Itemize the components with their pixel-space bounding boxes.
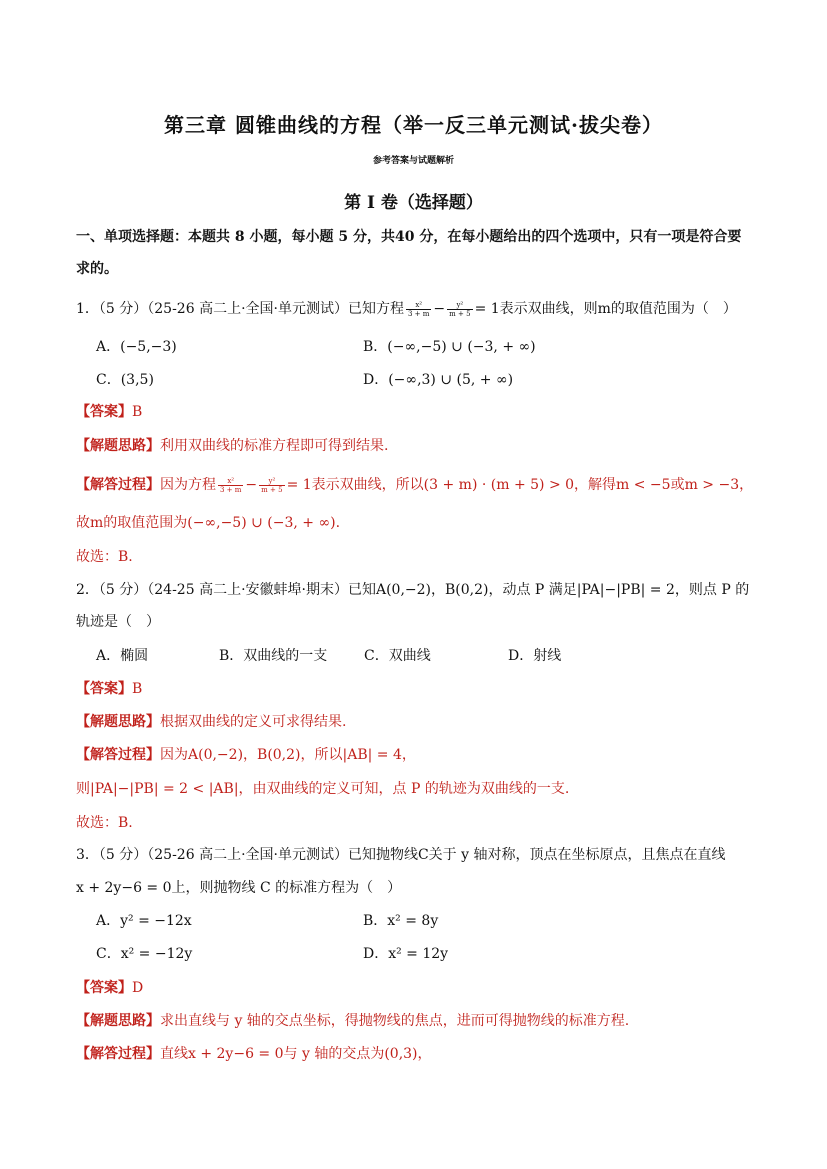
q1-answer [76,403,142,421]
q2-idea [76,713,346,731]
q2-answer [76,680,142,698]
q1-process1-b: = 1表示双曲线，所以(3 + m) · (m + 5) > 0，解得m < −5或m > −3， [286,477,754,493]
q1-process-fraction-x [218,477,243,494]
q1-process-fraction-y [259,477,284,494]
q1-pminus: − [245,477,258,493]
q2-process-tag: 【解答过程】 [76,747,160,763]
section-instruction-line1: 一、单项选择题：本题共 8 小题，每小题 5 分，共40 分，在每小题给出的四个选项中，只有一项是符合要 [76,229,742,245]
q2-option-d[interactable]: D．射线 [508,648,562,664]
q1-frac1-num: x² [406,301,431,310]
page-title: 第三章 圆锥曲线的方程（举一反三单元测试·拔尖卷） [164,113,663,137]
q2-idea-tag: 【解题思路】 [76,714,160,730]
q1-process-tag: 【解答过程】 [76,477,160,493]
q1-stem-suffix: = 1表示双曲线，则m的取值范围为（ ） [474,301,737,317]
q2-process-line1 [76,746,416,764]
q1-pfrac2-den: m + 5 [261,485,283,494]
q2-process-line2: 则|PA|−|PB| = 2 < |AB|，由双曲线的定义可知，点 P 的轨迹为双曲线的一支. [76,781,570,797]
q1-minus: − [433,301,446,317]
q1-frac1-den: 3 + m [407,309,430,318]
q1-answer-value: B [132,404,143,420]
q2-stem-line1: 2．（5 分）（24-25 高二上·安徽蚌埠·期末）已知A(0,−2)，B(0,2)，动点 P 满足|PA|−|PB| = 2，则点 P 的 [76,582,750,598]
q2-process1-text: 因为A(0,−2)，B(0,2)，所以|AB| = 4， [160,747,416,763]
q2-answer-value: B [132,681,143,697]
q1-process1-a: 因为方程 [160,477,216,493]
q1-stem-prefix: 1．（5 分）（25-26 高二上·全国·单元测试）已知方程 [76,301,404,317]
q3-stem-line2: x + 2y−6 = 0上，则抛物线 C 的标准方程为（ ） [76,880,402,896]
q1-option-c[interactable]: C．(3,5) [96,372,154,388]
q2-stem-line2: 轨迹是（ ） [76,614,160,630]
q2-answer-tag: 【答案】 [76,681,132,697]
q1-answer-tag: 【答案】 [76,404,132,420]
q2-choose: 故选：B. [76,815,133,831]
q1-stem [76,300,737,318]
q1-idea [76,437,388,455]
q2-option-c[interactable]: C．双曲线 [364,648,431,664]
q3-option-d[interactable]: D．x² = 12y [363,946,449,962]
q3-answer-tag: 【答案】 [76,980,132,996]
q3-stem-line1: 3．（5 分）（25-26 高二上·全国·单元测试）已知抛物线C关于 y 轴对称，顶点在坐标原点，且焦点在直线 [76,847,726,863]
volume-heading: 第 I 卷（选择题） [344,193,483,213]
q3-idea-tag: 【解题思路】 [76,1013,160,1029]
q3-option-c[interactable]: C．x² = −12y [96,946,193,962]
q1-fraction-y [447,301,472,318]
q1-fraction-x [406,301,431,318]
q1-process-line2: 故m的取值范围为(−∞,−5) ∪ (−3, + ∞). [76,515,341,531]
q2-option-b[interactable]: B．双曲线的一支 [219,648,328,664]
q1-process-line1 [76,476,753,494]
q2-option-a[interactable]: A．椭圆 [96,648,149,664]
section-instruction-line2: 求的。 [76,261,118,277]
q1-option-a[interactable]: A．(−5,−3) [96,339,177,355]
q3-idea-text: 求出直线与 y 轴的交点坐标，得抛物线的焦点，进而可得抛物线的标准方程. [160,1013,630,1029]
q3-answer [76,979,143,997]
q1-option-d[interactable]: D．(−∞,3) ∪ (5, + ∞) [363,372,514,388]
q3-idea [76,1012,629,1030]
q1-frac2-den: m + 5 [449,309,471,318]
q3-process-line1 [76,1045,432,1063]
q1-frac2-num: y² [447,301,472,310]
q3-process1-text: 直线x + 2y−6 = 0与 y 轴的交点为(0,3)， [160,1046,432,1062]
q3-process-tag: 【解答过程】 [76,1046,160,1062]
q3-option-a[interactable]: A．y² = −12x [96,913,192,929]
q3-option-b[interactable]: B．x² = 8y [363,913,439,929]
q1-idea-text: 利用双曲线的标准方程即可得到结果. [160,438,389,454]
q1-pfrac1-num: x² [218,477,243,486]
q2-idea-text: 根据双曲线的定义可求得结果. [160,714,347,730]
q1-pfrac2-num: y² [259,477,284,486]
q1-option-b[interactable]: B．(−∞,−5) ∪ (−3, + ∞) [363,339,536,355]
q1-idea-tag: 【解题思路】 [76,438,160,454]
q1-pfrac1-den: 3 + m [220,485,242,494]
q3-answer-value: D [132,980,144,996]
page-subtitle: 参考答案与试题解析 [372,156,454,166]
q1-choose: 故选：B. [76,549,133,565]
